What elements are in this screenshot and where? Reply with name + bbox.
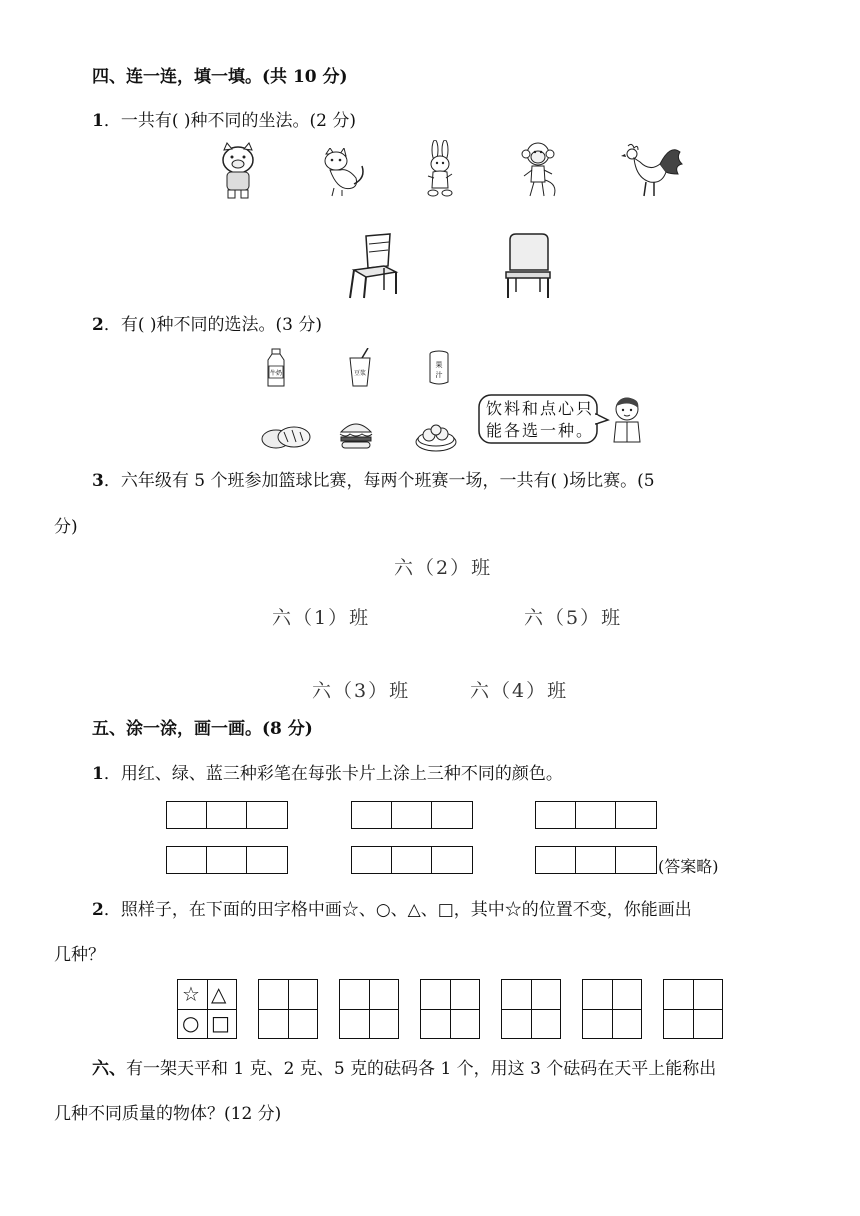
wooden-chair-image xyxy=(344,232,404,300)
color-card[interactable] xyxy=(351,801,473,829)
can-label-1: 果 xyxy=(435,361,443,369)
rabbit-image xyxy=(420,140,460,200)
question-body: ．六年级有 5 个班参加篮球比赛，每两个班赛一场，一共有( )场比赛。(5 xyxy=(103,471,655,491)
question-body: ．有( )种不同的选法。(3 分) xyxy=(103,315,322,335)
tian-grid[interactable] xyxy=(663,979,723,1039)
class-label: 六（2）班 xyxy=(394,557,493,579)
monkey-image xyxy=(518,140,560,200)
section5-heading: 五、涂一涂，画一画。(8 分) xyxy=(92,719,313,739)
class-label: 六（3）班 xyxy=(312,680,411,702)
question-body: ．照样子，在下面的田字格中画☆、○、△、□，其中☆的位置不变，你能画出 xyxy=(103,900,692,920)
section6-text-line2: 几种不同质量的物体？(12 分) xyxy=(54,1104,282,1124)
steamed-buns-image xyxy=(414,418,458,452)
tian-grid[interactable] xyxy=(501,979,561,1039)
question-2-text xyxy=(92,314,322,336)
question-number: 2 xyxy=(92,900,104,920)
section5-question-2-text-line1 xyxy=(92,899,692,921)
color-card[interactable] xyxy=(166,846,288,874)
tian-grid[interactable] xyxy=(420,979,480,1039)
juice-can-image xyxy=(428,350,450,386)
star-symbol: ☆ xyxy=(182,982,200,1006)
question-body: ．用红、绿、蓝三种彩笔在每张卡片上涂上三种不同的颜色。 xyxy=(103,764,563,784)
cushioned-chair-image xyxy=(502,232,554,300)
question-number: 1 xyxy=(92,764,104,784)
rooster-image xyxy=(620,142,684,200)
square-symbol: □ xyxy=(211,1011,230,1035)
tian-grid[interactable] xyxy=(258,979,318,1039)
section4-heading: 四、连一连，填一填。(共 10 分) xyxy=(92,67,348,87)
question-1-text xyxy=(92,110,356,132)
milk-bottle-image xyxy=(264,348,288,388)
class-label: 六（5）班 xyxy=(524,607,623,629)
section5-question-1-text xyxy=(92,763,563,785)
bubble-line-2: 能各选一种。 xyxy=(486,421,595,440)
burger-image xyxy=(338,418,374,450)
bubble-line-1: 饮料和点心只 xyxy=(486,399,595,418)
section6-heading-text: 六、 xyxy=(92,1059,126,1079)
cup-label: 豆浆 xyxy=(353,370,367,377)
color-card[interactable] xyxy=(166,801,288,829)
can-label-2: 汁 xyxy=(435,371,443,379)
section6-text-line1 xyxy=(92,1058,716,1080)
question-3-text-line1 xyxy=(92,470,655,492)
question-body: ．一共有( )种不同的坐法。(2 分) xyxy=(103,111,356,131)
class-label: 六（4）班 xyxy=(470,680,569,702)
section5-question-2-text-line2: 几种？ xyxy=(54,945,105,965)
triangle-symbol: △ xyxy=(211,982,227,1006)
cat-image xyxy=(318,148,368,198)
bottle-label: 牛奶 xyxy=(269,370,283,377)
question-number: 1 xyxy=(92,111,104,131)
class-label: 六（1）班 xyxy=(272,607,371,629)
tian-grid[interactable] xyxy=(339,979,399,1039)
bread-image xyxy=(260,424,312,450)
question-number: 3 xyxy=(92,471,104,491)
soy-milk-cup-image xyxy=(346,348,374,388)
question-3-text-line2: 分) xyxy=(54,517,78,537)
color-card[interactable] xyxy=(351,846,473,874)
tian-grid[interactable] xyxy=(582,979,642,1039)
example-tian-grid xyxy=(177,979,237,1039)
pig-image xyxy=(214,142,262,200)
color-card[interactable] xyxy=(535,801,657,829)
color-card[interactable] xyxy=(535,846,657,874)
section6-body-text: 有一架天平和 1 克、2 克、5 克的砝码各 1 个，用这 3 个砝码在天平上能称出 xyxy=(126,1059,717,1079)
boy-image xyxy=(610,396,644,444)
circle-symbol: ○ xyxy=(182,1011,200,1035)
question-number: 2 xyxy=(92,315,104,335)
answer-note: (答案略) xyxy=(658,857,719,876)
